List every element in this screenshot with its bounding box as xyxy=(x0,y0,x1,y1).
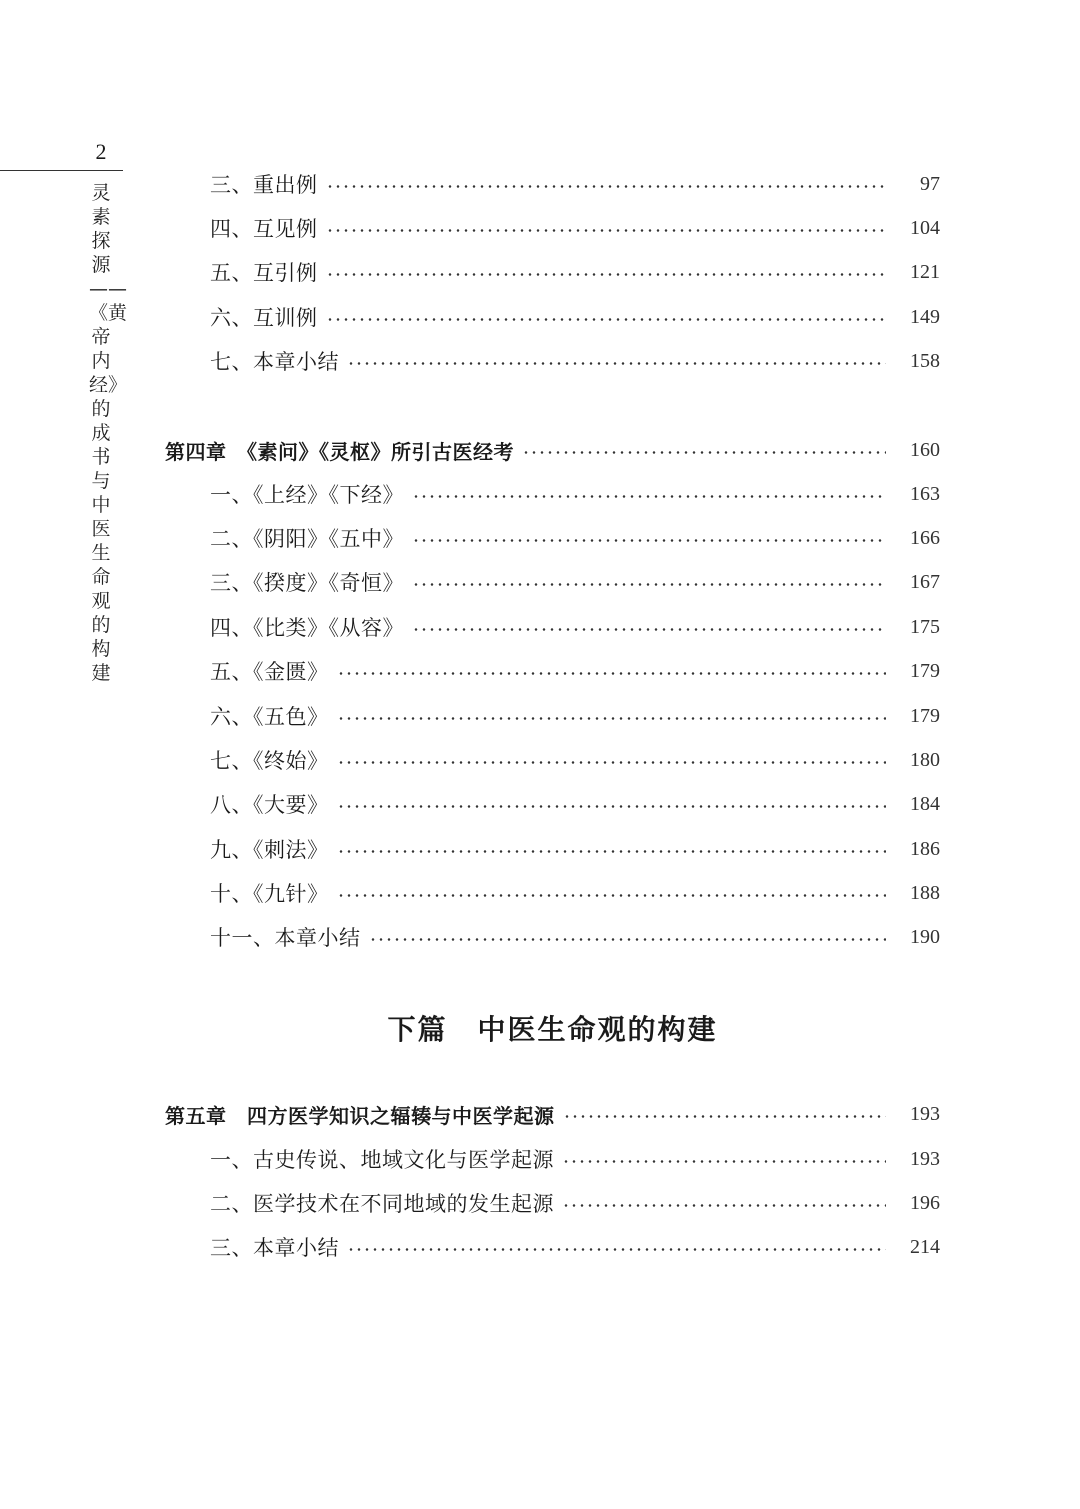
toc-entry xyxy=(165,1228,940,1266)
toc-entry-label: 三、《揆度》《奇恒》 xyxy=(210,571,404,595)
toc-entry-label: 七、本章小结 xyxy=(210,350,339,374)
toc-entry-label: 十一、本章小结 xyxy=(210,926,361,950)
chapter-label: 第五章 四方医学知识之辐辏与中医学起源 xyxy=(165,1103,555,1128)
dot-leader xyxy=(522,451,886,454)
toc-entry-page: 190 xyxy=(910,925,940,948)
toc-entry-page: 163 xyxy=(910,482,940,505)
toc-entry xyxy=(165,165,940,203)
toc-entry-page: 97 xyxy=(920,172,940,195)
toc-entry xyxy=(165,519,940,557)
toc-entry xyxy=(165,918,940,956)
toc-entry-label: 四、互见例 xyxy=(210,217,318,241)
toc-entry xyxy=(165,298,940,336)
dot-leader xyxy=(412,628,886,631)
chapter-page: 160 xyxy=(910,438,940,461)
toc-entry xyxy=(165,342,940,380)
dot-leader xyxy=(337,672,887,675)
toc-entry-label: 二、《阴阳》《五中》 xyxy=(210,527,404,551)
toc-entry-page: 180 xyxy=(910,748,940,771)
toc-entry-label: 二、医学技术在不同地域的发生起源 xyxy=(210,1192,554,1216)
toc-entry xyxy=(165,1140,940,1178)
dot-leader xyxy=(412,539,886,542)
toc-entry-page: 179 xyxy=(910,659,940,682)
running-title: 灵素探源——《黄帝内经》的成书与中医生命观的构建 xyxy=(89,182,128,684)
toc-entry-label: 六、《五色》 xyxy=(210,705,329,729)
dot-leader xyxy=(326,229,887,232)
dot-leader xyxy=(326,318,887,321)
toc-entry-label: 六、互训例 xyxy=(210,306,318,330)
toc-entry-page: 158 xyxy=(910,349,940,372)
toc-entry xyxy=(165,874,940,912)
toc-entry-label: 四、《比类》《从容》 xyxy=(210,616,404,640)
toc-entry-page: 166 xyxy=(910,526,940,549)
toc-entry-page: 184 xyxy=(910,792,940,815)
toc-entry-label: 十、《九针》 xyxy=(210,882,329,906)
toc-entry-label: 一、《上经》《下经》 xyxy=(210,483,404,507)
toc-entry xyxy=(165,652,940,690)
toc-entry-page: 121 xyxy=(910,260,940,283)
dot-leader xyxy=(369,938,887,941)
toc-entry-label: 九、《刺法》 xyxy=(210,838,329,862)
dot-leader xyxy=(562,1204,886,1207)
part-heading: 下篇 中医生命观的构建 xyxy=(387,1013,718,1046)
toc-entry xyxy=(165,253,940,291)
toc-entry xyxy=(165,209,940,247)
toc-entry-page: 149 xyxy=(910,305,940,328)
toc-entry xyxy=(165,697,940,735)
dot-leader xyxy=(562,1160,886,1163)
toc-chapter-5 xyxy=(165,1095,940,1133)
toc-entry xyxy=(165,741,940,779)
chapter-label: 第四章 《素问》《灵枢》所引古医经考 xyxy=(165,439,514,464)
toc-entry xyxy=(165,475,940,513)
toc-entry-label: 八、《大要》 xyxy=(210,793,329,817)
dot-leader xyxy=(326,185,887,188)
toc-entry-label: 三、重出例 xyxy=(210,173,318,197)
toc-entry-label: 三、本章小结 xyxy=(210,1236,339,1260)
dot-leader xyxy=(412,583,886,586)
toc-entry xyxy=(165,785,940,823)
toc-entry-label: 五、互引例 xyxy=(210,261,318,285)
toc-entry xyxy=(165,1184,940,1222)
toc-chapter-4 xyxy=(165,431,940,469)
toc-entry-page: 167 xyxy=(910,570,940,593)
dot-leader xyxy=(412,495,886,498)
toc-entry-page: 193 xyxy=(910,1147,940,1170)
chapter-page: 193 xyxy=(910,1102,940,1125)
dot-leader xyxy=(337,850,887,853)
toc-entry-page: 196 xyxy=(910,1191,940,1214)
dot-leader xyxy=(326,273,887,276)
dot-leader xyxy=(337,761,887,764)
toc-entry xyxy=(165,563,940,601)
dot-leader xyxy=(337,805,887,808)
toc-entry-page: 175 xyxy=(910,615,940,638)
dot-leader xyxy=(563,1115,887,1118)
page-number: 2 xyxy=(95,139,107,164)
toc-entry-label: 五、《金匮》 xyxy=(210,660,329,684)
dot-leader xyxy=(337,894,887,897)
toc-entry-page: 186 xyxy=(910,837,940,860)
toc-entry-page: 188 xyxy=(910,881,940,904)
dot-leader xyxy=(337,717,887,720)
toc-entry-page: 179 xyxy=(910,704,940,727)
toc-entry-label: 一、古史传说、地域文化与医学起源 xyxy=(210,1148,554,1172)
header-rule xyxy=(0,170,123,171)
toc-entry-label: 七、《终始》 xyxy=(210,749,329,773)
dot-leader xyxy=(347,362,886,365)
toc-entry xyxy=(165,608,940,646)
toc-entry-page: 214 xyxy=(910,1235,940,1258)
dot-leader xyxy=(347,1248,886,1251)
toc-entry-page: 104 xyxy=(910,216,940,239)
toc-entry xyxy=(165,830,940,868)
